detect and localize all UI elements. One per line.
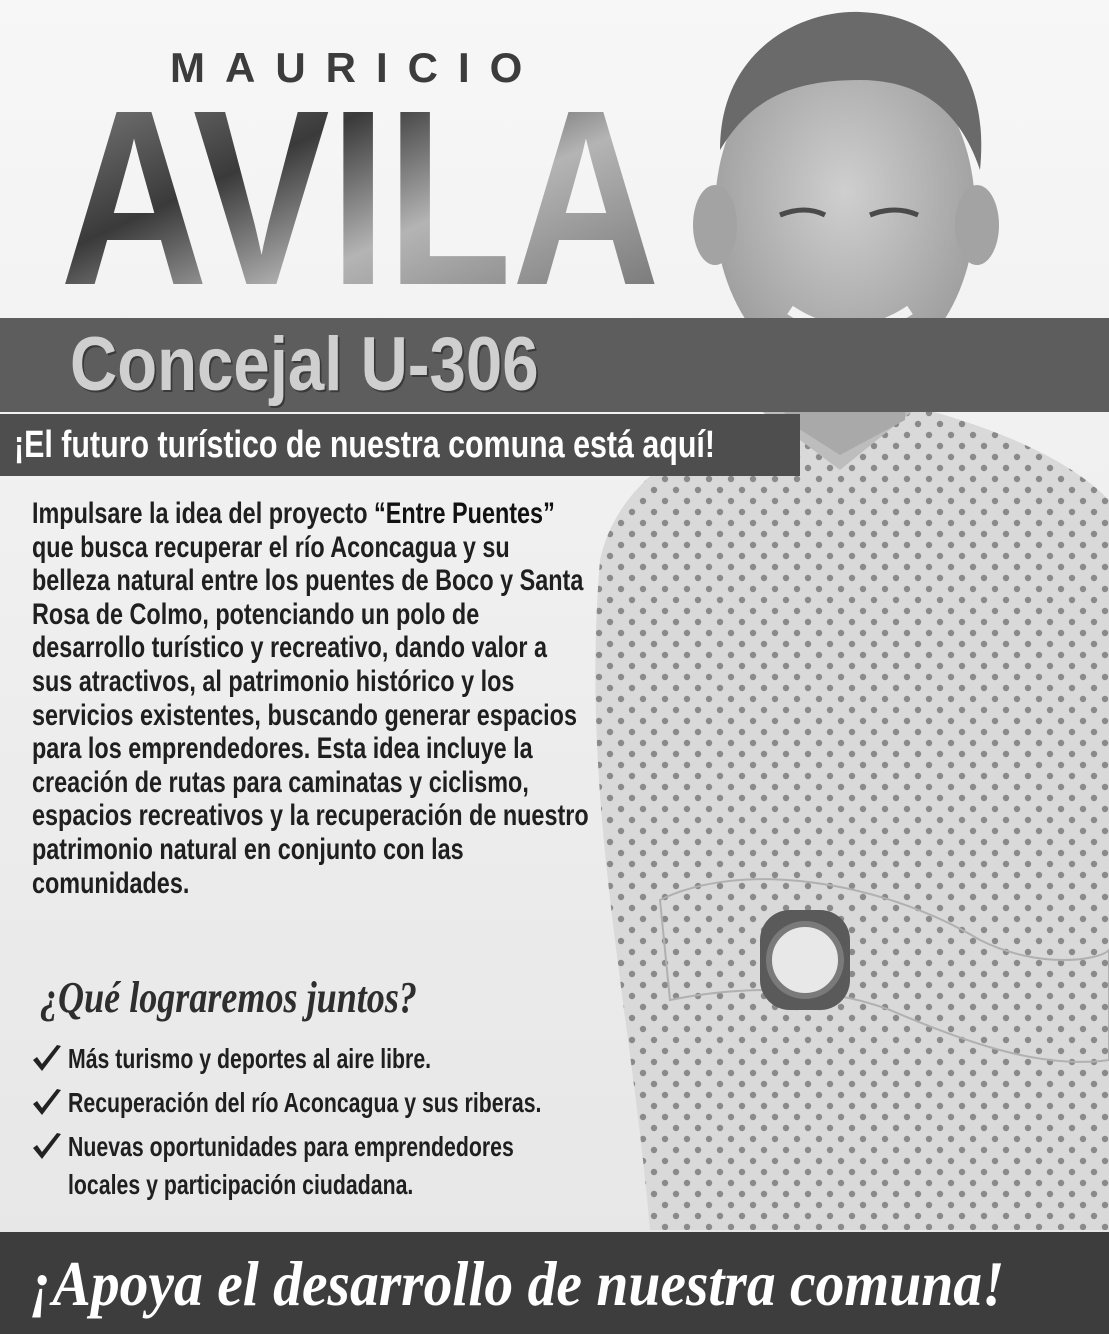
logo-last-name (60, 94, 660, 294)
check-icon (30, 1086, 64, 1120)
list-item (30, 1128, 690, 1208)
call-to-action: ¡Apoya el desarrollo de nuestra comuna! (30, 1248, 1005, 1319)
list-item (30, 1084, 690, 1128)
logo-last-name-text: AVILA (60, 94, 660, 294)
page-title: Concejal U-306 (70, 322, 539, 407)
tagline: ¡El futuro turístico de nuestra comuna está aquí! (14, 424, 715, 466)
goals-heading: ¿Qué lograremos juntos? (40, 973, 417, 1022)
project-description (32, 497, 594, 900)
goal-text: Recuperación del río Aconcagua y sus riberas. (68, 1087, 542, 1118)
goal-text: Más turismo y deportes al aire libre. (68, 1043, 432, 1074)
logo-first-name: MAURICIO (170, 44, 543, 91)
goal-text: Nuevas oportunidades para emprendedores locales y participación ciudadana. (68, 1131, 514, 1200)
project-details: que busca recuperar el río Aconcagua y su belleza natural entre los puentes de Boco y Santa Rosa de Colmo, potenciando un polo de desarrollo turístico y recreativo, dando valor a sus atractivos, al patrimonio histórico y los servicios existentes, buscando generar espacios para los emprendedores. Esta idea incluye la creación de rutas para caminatas y ciclismo, espacios recreativos y la recuperación de nuestro patrimonio natural en conjunto con las comunidades. (32, 530, 589, 900)
check-icon (30, 1130, 64, 1164)
list-item (30, 1040, 690, 1084)
project-name: “Entre Puentes” (374, 497, 555, 530)
check-icon (30, 1042, 64, 1076)
goals-list (30, 1040, 690, 1208)
intro-prefix: Impulsare la idea del proyecto (32, 497, 375, 530)
